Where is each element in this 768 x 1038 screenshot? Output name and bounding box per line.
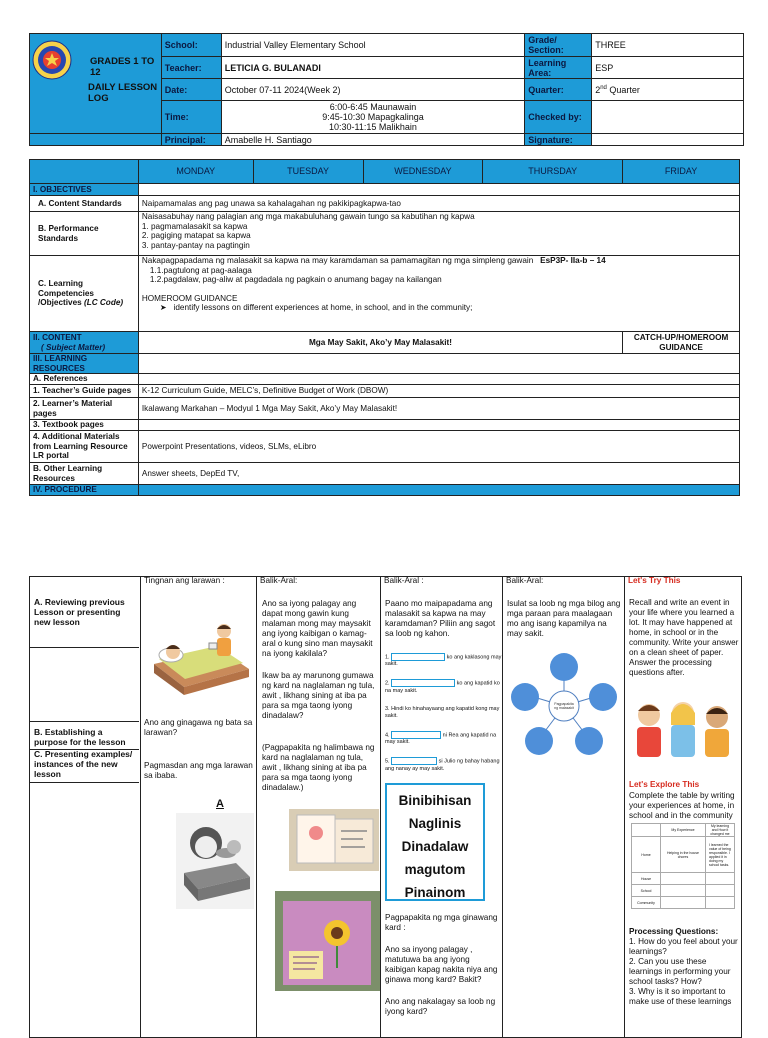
image-label-a: A [216,798,224,810]
day-tuesday: TUESDAY [253,160,363,184]
time-value: 6:00-6:45 Maunawain 9:45-10:30 Mapagkalinga 10:30-11:15 Malikhain [221,101,525,134]
day-monday: MONDAY [138,160,253,184]
sick-child-bed-image [149,619,251,697]
time-label: Time: [161,101,221,134]
content-label: II. CONTENT ( Subject Matter) [30,332,139,354]
performance-standards-label: B. Performance Standards [30,212,139,256]
additional-materials-label: 4. Additional Materials from Learning Resource LR portal [30,431,139,463]
daily-lesson-label: DAILY LESSON LOG [88,82,158,104]
procedure-labels [30,577,139,1037]
principal-value: Amabelle H. Santiago [221,134,525,146]
child-eating-image [176,813,254,909]
learners-material-value: Ikalawang Markahan – Modyul 1 Mga May Sakit, Ako’y May Malasakit! [138,398,739,420]
concept-map-center: Pagpapakita ng malasakit [554,702,574,710]
processing-questions-title: Processing Questions: [629,927,719,936]
checked-label: Checked by: [525,101,592,134]
procedure-table [29,576,742,1038]
school-value: Industrial Valley Elementary School [221,34,525,57]
tuesday-p2: Ikaw ba ay marunong gumawa ng kard na naglalaman ng tula, awit , likhang sining at iba pa para sa mga taong iyong dinadalaw? [262,671,375,720]
grade-value: THREE [592,34,744,57]
teacher-label: Teacher: [161,57,221,79]
monday-q2: Pagmasdan ang mga larawan sa ibaba. [144,761,253,780]
day-wednesday: WEDNESDAY [363,160,483,184]
tuesday-column: Balik-Aral: Ano sa iyong palagay ang dapat mong gawin kung malaman mong may maysakit ang iyong kaibigan o kamag-aral o kung sino man maysakit na iyong kakilala? Ikaw ba ay marunong gumawa ng kard na naglalaman ng tula, awit , likhang sining at iba pa para sa mga taong iyong dinadalaw? (Pagpapakita ng halimbawa ng kard na naglalaman ng tula, awit , likhang sining at iba pa para sa mga taong iyong dinadalaw.) [256,577,380,1037]
day-friday: FRIDAY [623,160,740,184]
tuesday-p1: Ano sa iyong palagay ang dapat mong gawin kung malaman mong may maysakit ang iyong kaibigan o kamag-aral o kung sino man maysakit na iyong kakilala? [262,599,373,658]
wednesday-p1: Paano mo maipapadama ang malasakit sa kapwa na may karamdaman? Piliin ang sagot sa loob ng kahon. [385,599,496,638]
competencies-label: C. Learning Competencies /Objectives (LC Code) [30,256,139,332]
monday-q1: Ano ang ginagawa ng bata sa larawan? [144,718,253,737]
other-resources-value: Answer sheets, DepEd TV, [138,463,739,485]
resources-section: III. LEARNING RESOURCES [30,354,139,374]
wednesday-p4: Ano ang nakalagay sa loob ng iyong kard? [385,997,496,1016]
monday-column: Tingnan ang larawan : Ano ang ginagawa ng bata sa larawan? Pagmasdan ang mga larawan sa ibaba. A [140,577,256,1037]
grade-label: Grade/ Section: [525,34,592,57]
objectives-section: I. OBJECTIVES [30,184,139,196]
lets-try-this: Let's Try This [628,577,681,585]
school-label: School: [161,34,221,57]
signature-value [592,134,744,146]
header-logo-cell [30,34,162,134]
quarter-label: Quarter: [525,79,592,101]
kids-thinking-image [629,697,737,763]
wednesday-p2: Pagpapakita ng mga ginawang kard : [385,913,498,932]
row-a-label: A. Reviewing previous Lesson or presenting new lesson [34,597,125,627]
content-standards-value: Naipamamalas ang pag unawa sa kahalagahan ng pakikipagkapwa-tao [138,196,739,212]
experience-table: My Experience My learning and How it changed me Home Helping in the house chores I learned the value of being responsible. I applied it in doing my school tasks. House School Community [631,823,735,909]
content-standards-label: A. Content Standards [30,196,139,212]
try-text: Recall and write an event in your life where you learned a lot. It may have happened at home, in school or in the community. Write your answer on a clean sheet of paper. Answer the processing questions after. [629,598,739,677]
quarter-value: 2nd Quarter [592,79,744,101]
row-c-label: C. Presenting examples/ instances of the new lesson [34,749,133,779]
processing-questions-list: 1. How do you feel about your learnings? 2. Can you use these learnings in performing your school tasks? How? 3. Why is it so important to make use of these learnings [629,937,738,1006]
day-thursday: THURSDAY [483,160,623,184]
flower-card-image [275,891,380,991]
procedure-section: IV. PROCEDURE [30,485,139,496]
principal-label: Principal: [161,134,221,146]
wednesday-column: Balik-Aral : Paano mo maipapadama ang malasakit sa kapwa na may karamdaman? Piliin ang sagot sa loob ng kahon. 1. ko ang kaklasong may sakit. 2. ko ang kapatid ko na may sakit. 3. Hindi ko hinahayaang ang kapatid kong may sakit. 4. ni Rea ang kapatid na may sakit. 5. si Julio ng bahay habang ang nanay ay may sakit. Binibihisan Naglinis Dinadalaw magutom Pinainom Pagpapakita ng mga ginawang kard : Ano sa inyong palagay , matutuwa ba ang iyong kaibigan kapag nakita niya ang ginawa mong kard? Bakit? Ano ang nakalagay sa loob ng iyong kard? [380,577,502,1037]
content-friday: CATCH-UP/HOMEROOM GUIDANCE [623,332,740,354]
teacher-value: LETICIA G. BULANADI [221,57,525,79]
thursday-column: Balik-Aral: Isulat sa loob ng mga bilog ang mga paraan para maalagaan mo ang isang kapamilya na may sakit. Pagpapakita ng malasakit [502,577,624,1037]
get-well-card-image [289,809,379,871]
date-label: Date: [161,79,221,101]
date-value: October 07-11 2024(Week 2) [221,79,525,101]
content-value: Mga May Sakit, Ako’y May Malasakit! [138,332,622,354]
performance-standards-value: Naisasabuhay nang palagian ang mga makabuluhang gawain tungo sa kabutihan ng kapwa 1. pagmamalasakit sa kapwa 2. pagiging matapat sa kapwa 3. pantay-pantay na pagtingin [138,212,739,256]
competencies-value: Nakapagpapadama ng malasakit sa kapwa na may karamdaman sa pamamagitan ng mga simpleng gawain EsP3P- IIa-b – 14 1.1.pagtulong at pag-aalaga 1.2.pagdalaw, pag-aliw at pagdadala ng pagkain o anumang bagay na kailangan HOMEROOM GUIDANCE ➤ identify lessons on different experiences at home, in school, and in the community; [138,256,739,332]
lesson-table [29,159,740,496]
deped-seal-icon [32,40,72,80]
teachers-guide-label: 1. Teacher’s Guide pages [30,385,139,398]
checked-value [592,101,744,134]
textbook-label: 3. Textbook pages [30,420,139,431]
references-label: A. References [30,374,139,385]
learning-area-label: Learning Area: [525,57,592,79]
row-b-label: B. Establishing a purpose for the lesson [34,727,126,747]
header-table [29,33,744,146]
tuesday-p3: (Pagpapakita ng halimbawa ng kard na naglalaman ng tula, awit , likhang sining at iba pa para sa mga taong iyong dinadalaw.) [262,743,375,792]
friday-column [624,577,741,1037]
word-box: Binibihisan Naglinis Dinadalaw magutom Pinainom [385,783,485,901]
grades-label: GRADES 1 TO 12 [90,56,155,78]
fill-blank-list: 1. ko ang kaklasong may sakit. 2. ko ang kapatid ko na may sakit. 3. Hindi ko hinahayaang ang kapatid kong may sakit. 4. ni Rea ang kapatid na may sakit. 5. si Julio ng bahay habang ang nanay ay may sakit. [385,654,502,772]
learning-area-value: ESP [592,57,744,79]
thursday-p1: Isulat sa loob ng mga bilog ang mga paraan para maalagaan mo ang isang kapamilya na may sakit. [507,599,621,638]
learners-material-label: 2. Learner’s Material pages [30,398,139,420]
teachers-guide-value: K-12 Curriculum Guide, MELC’s, Definitive Budget of Work (DBOW) [138,385,739,398]
corner-cell [30,160,139,184]
explore-text: Complete the table by writing your experiences at home, in school and in the community [629,791,735,820]
wednesday-p3: Ano sa inyong palagay , matutuwa ba ang iyong kaibigan kapag nakita niya ang ginawa mong kard? Bakit? [385,945,498,984]
concept-map-diagram [511,651,617,757]
header-logo-bottom [30,134,162,146]
additional-materials-value: Powerpoint Presentations, videos, SLMs, eLibro [138,431,739,463]
other-resources-label: B. Other Learning Resources [30,463,139,485]
lets-explore-this: Let's Explore This [629,780,700,789]
signature-label: Signature: [525,134,592,146]
